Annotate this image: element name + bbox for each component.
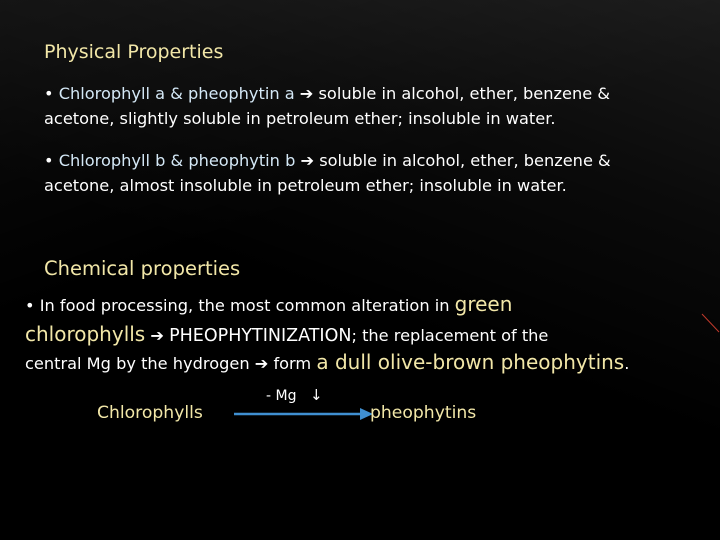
reaction-product: pheophytins	[370, 403, 477, 423]
chem-chlorophylls-word: chlorophylls	[25, 322, 146, 346]
reaction-arrow-icon	[234, 407, 374, 421]
bullet-b-name: Chlorophyll b & pheophytin b	[58, 151, 296, 170]
physical-properties-heading: Physical Properties	[44, 41, 224, 63]
reaction-reactant: Chlorophylls	[97, 403, 203, 423]
bullet-a-line-1	[44, 81, 720, 106]
chem-row-3-end: .	[624, 354, 630, 373]
bullet-marker: •	[44, 151, 59, 170]
chem-olive-brown-phrase: a dull olive-brown pheophytins	[316, 350, 625, 374]
bullet-marker: •	[44, 84, 59, 103]
chem-row-2-rest: ; the replacement of the	[351, 326, 549, 345]
chemical-properties-heading: Chemical properties	[44, 257, 241, 280]
chem-row-1-text: • In food processing, the most common alteration in	[25, 296, 455, 315]
chem-green-word: green	[454, 292, 513, 316]
chem-row-1	[25, 292, 512, 316]
bullet-b-arrow: ➔	[295, 151, 320, 170]
bullet-b-text-1: soluble in alcohol, ether, benzene &	[319, 151, 611, 170]
chem-pheophytinization: PHEOPHYTINIZATION	[169, 326, 352, 346]
bullet-chlorophyll-b	[44, 148, 720, 198]
chem-row-3	[25, 350, 629, 374]
decorative-slash	[700, 312, 720, 334]
bullet-a-arrow: ➔	[294, 84, 319, 103]
bullet-a-name: Chlorophyll a & pheophytin a	[58, 84, 295, 103]
chem-row-2	[25, 322, 548, 346]
bullet-a-text-1: soluble in alcohol, ether, benzene &	[318, 84, 610, 103]
down-arrow-icon: ↓	[310, 386, 323, 404]
chem-row-2-arrow: ➔	[145, 326, 170, 345]
chem-row-3-text: central Mg by the hydrogen ➔ form	[25, 354, 317, 373]
reaction-condition: - Mg	[266, 388, 297, 404]
bullet-chlorophyll-a	[44, 81, 720, 131]
bullet-b-line-2: acetone, almost insoluble in petroleum ether; insoluble in water.	[44, 176, 567, 195]
bullet-b-line-1	[44, 148, 720, 173]
bullet-a-line-2: acetone, slightly soluble in petroleum ether; insoluble in water.	[44, 109, 556, 128]
